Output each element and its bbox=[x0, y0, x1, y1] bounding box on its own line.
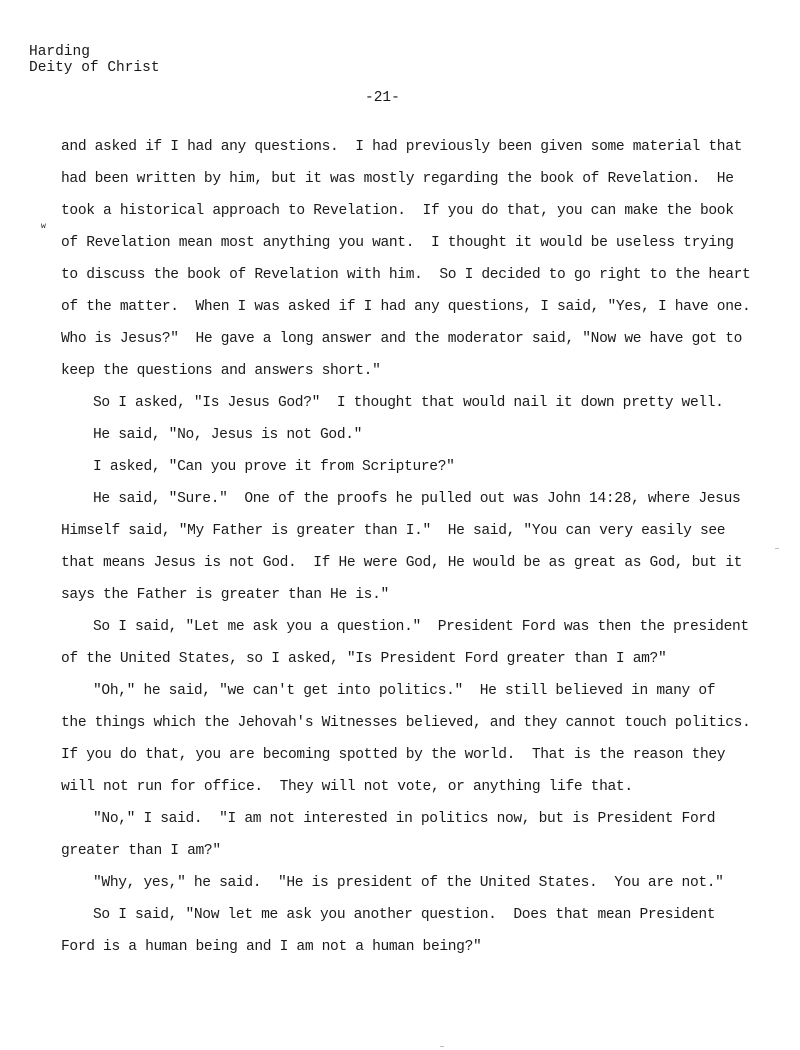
text-line: the things which the Jehovah's Witnesses believed, and they cannot touch politics. bbox=[61, 715, 751, 731]
text-line: So I said, "Now let me ask you another question. Does that mean President bbox=[93, 907, 716, 923]
text-line: If you do that, you are becoming spotted by the world. That is the reason they bbox=[61, 747, 726, 763]
text-line: He said, "Sure." One of the proofs he pulled out was John 14:28, where Jesus bbox=[93, 491, 741, 507]
scan-speck bbox=[440, 1046, 444, 1047]
text-line: I asked, "Can you prove it from Scripture?" bbox=[93, 459, 455, 475]
running-header bbox=[29, 44, 160, 76]
header-author: Harding bbox=[29, 44, 90, 60]
text-line: Ford is a human being and I am not a human being?" bbox=[61, 939, 482, 955]
text-line: keep the questions and answers short." bbox=[61, 363, 381, 379]
header-title: Deity of Christ bbox=[29, 60, 160, 76]
text-line: "No," I said. "I am not interested in politics now, but is President Ford bbox=[93, 811, 716, 827]
text-line: "Why, yes," he said. "He is president of the United States. You are not." bbox=[93, 875, 724, 891]
text-line: of Revelation mean most anything you want. I thought it would be useless trying bbox=[61, 235, 734, 251]
page-number: -21- bbox=[365, 90, 400, 106]
text-line: says the Father is greater than He is." bbox=[61, 587, 389, 603]
text-line: had been written by him, but it was mostly regarding the book of Revelation. He bbox=[61, 171, 734, 187]
text-line: of the matter. When I was asked if I had any questions, I said, "Yes, I have one. bbox=[61, 299, 751, 315]
text-line: "Oh," he said, "we can't get into politics." He still believed in many of bbox=[93, 683, 716, 699]
text-line: took a historical approach to Revelation. If you do that, you can make the book bbox=[61, 203, 734, 219]
margin-ink-mark: w bbox=[41, 222, 46, 231]
text-line: and asked if I had any questions. I had previously been given some material that bbox=[61, 139, 743, 155]
scan-speck bbox=[775, 548, 779, 549]
text-line: So I said, "Let me ask you a question." President Ford was then the president bbox=[93, 619, 749, 635]
text-line: will not run for office. They will not vote, or anything life that. bbox=[61, 779, 633, 795]
text-line: that means Jesus is not God. If He were God, He would be as great as God, but it bbox=[61, 555, 743, 571]
text-line: to discuss the book of Revelation with him. So I decided to go right to the heart bbox=[61, 267, 751, 283]
text-line: Who is Jesus?" He gave a long answer and the moderator said, "Now we have got to bbox=[61, 331, 743, 347]
text-line: So I asked, "Is Jesus God?" I thought that would nail it down pretty well. bbox=[93, 395, 724, 411]
text-line: He said, "No, Jesus is not God." bbox=[93, 427, 363, 443]
text-line: Himself said, "My Father is greater than I." He said, "You can very easily see bbox=[61, 523, 726, 539]
body-text bbox=[61, 137, 781, 969]
text-line: of the United States, so I asked, "Is President Ford greater than I am?" bbox=[61, 651, 667, 667]
text-line: greater than I am?" bbox=[61, 843, 221, 859]
